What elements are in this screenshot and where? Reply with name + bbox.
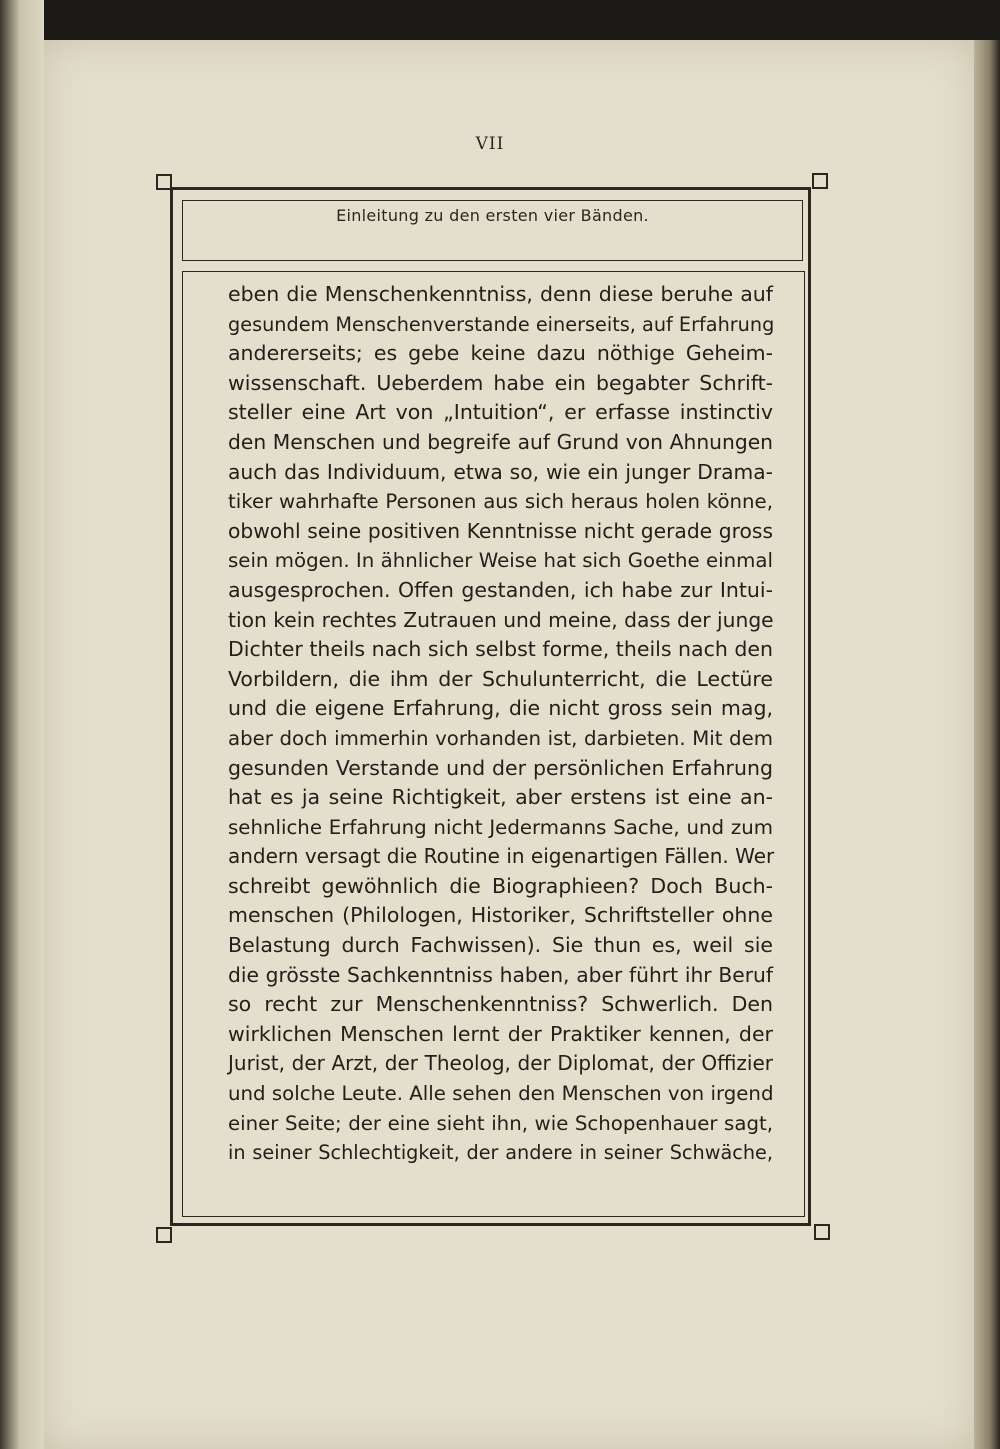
frame-corner-top-right — [812, 173, 828, 189]
text-line: andererseits; es gebe keine dazu nöthige Geheim- — [228, 341, 773, 366]
text-line: sein mögen. In ähnlicher Weise hat sich Goethe einmal — [228, 549, 773, 573]
text-line: sehnliche Erfahrung nicht Jedermanns Sache, und zum — [228, 815, 773, 839]
text-line: einer Seite; der eine sieht ihn, wie Schopenhauer sagt, — [228, 1111, 773, 1135]
text-line: auch das Individuum, etwa so, wie ein junger Drama- — [228, 459, 773, 484]
text-line: wirklichen Menschen lernt der Praktiker kennen, der — [228, 1021, 773, 1046]
text-line: ausgesprochen. Offen gestanden, ich habe zur Intui- — [228, 577, 773, 602]
book-spine-gutter — [0, 0, 44, 1449]
text-line: Belastung durch Fachwissen). Sie thun es, weil sie — [228, 933, 773, 958]
text-line: obwohl seine positiven Kenntnisse nicht gerade gross — [228, 518, 773, 543]
text-line: Vorbildern, die ihm der Schulunterricht, die Lectüre — [228, 666, 773, 691]
text-line: so recht zur Menschenkenntniss? Schwerlich. Den — [228, 992, 773, 1017]
text-line: wissenschaft. Ueberdem habe ein begabter Schrift- — [228, 370, 773, 395]
running-header: Einleitung zu den ersten vier Bänden. — [336, 206, 649, 225]
frame-corner-bottom-right — [814, 1224, 830, 1240]
text-line: und die eigene Erfahrung, die nicht gross sein mag, — [228, 696, 773, 721]
text-line: aber doch immerhin vorhanden ist, darbieten. Mit dem — [228, 726, 773, 750]
text-line: steller eine Art von „Intuition“, er erfasse instinctiv — [228, 400, 773, 425]
text-line: die grösste Sachkenntniss haben, aber führt ihr Beruf — [228, 962, 773, 987]
text-line: schreibt gewöhnlich die Biographieen? Doch Buch- — [228, 873, 773, 898]
frame-corner-bottom-left — [156, 1227, 172, 1243]
text-line: Jurist, der Arzt, der Theolog, der Diplomat, der Offizier — [228, 1051, 773, 1076]
text-line: und solche Leute. Alle sehen den Menschen von irgend — [228, 1082, 774, 1106]
text-line: in seiner Schlechtigkeit, der andere in seiner Schwäche, — [228, 1141, 773, 1165]
text-line: eben die Menschenkenntniss, denn diese beruhe auf — [228, 282, 773, 306]
page-number: VII — [475, 134, 505, 154]
text-line: gesunden Verstande und der persönlichen Erfahrung — [228, 755, 773, 780]
page-edge-shadow — [974, 40, 1000, 1449]
body-text — [228, 280, 773, 1168]
text-line: menschen (Philologen, Historiker, Schriftsteller ohne — [228, 903, 773, 928]
text-line: den Menschen und begreife auf Grund von Ahnungen — [228, 429, 773, 454]
text-line: tiker wahrhafte Personen aus sich heraus holen könne, — [228, 490, 773, 514]
text-line: tion kein rechtes Zutrauen und meine, dass der junge — [228, 607, 774, 632]
frame-corner-top-left — [156, 174, 172, 190]
text-line: hat es ja seine Richtigkeit, aber erstens ist eine an- — [228, 785, 773, 810]
text-line: Dichter theils nach sich selbst forme, theils nach den — [228, 637, 773, 662]
text-line: andern versagt die Routine in eigenartigen Fällen. Wer — [228, 844, 775, 869]
text-line: gesundem Menschenverstande einerseits, auf Erfahrung — [228, 312, 775, 336]
